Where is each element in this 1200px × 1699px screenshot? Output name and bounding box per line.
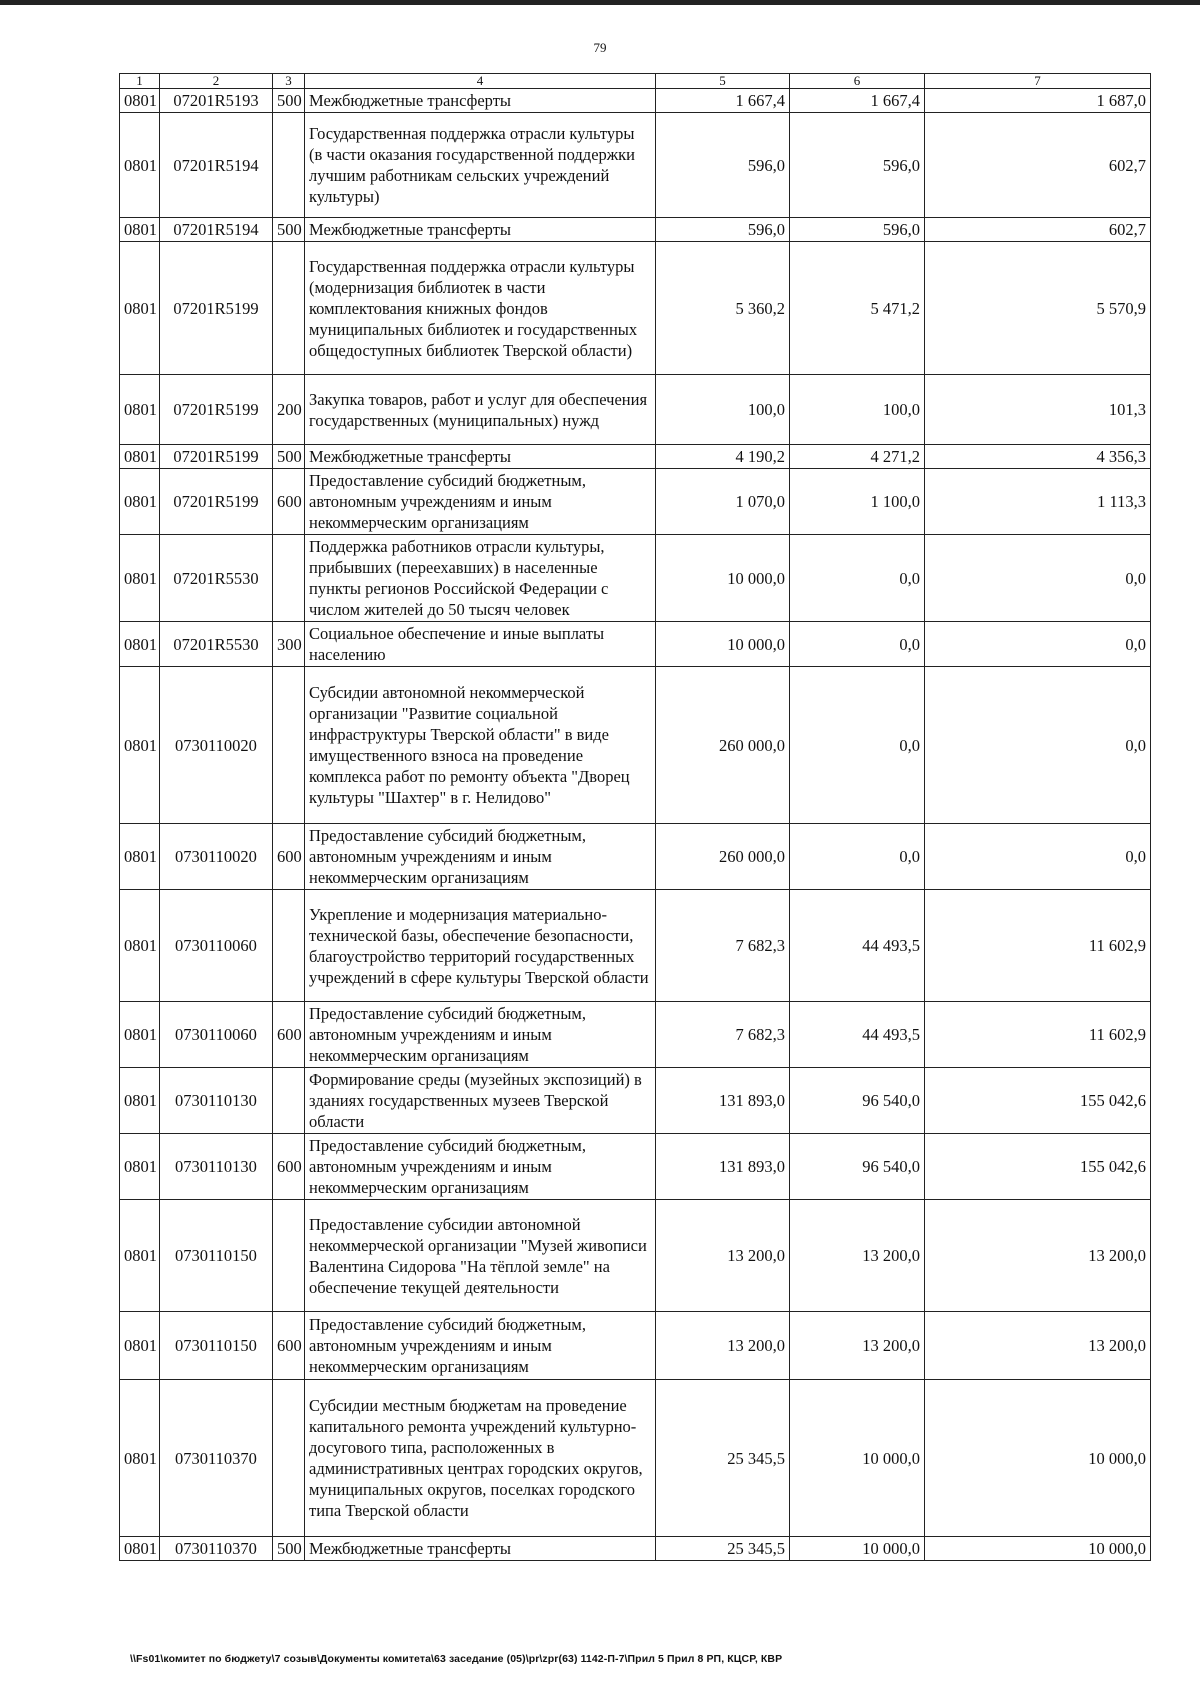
file-path-footer: \\Fs01\комитет по бюджету\7 созыв\Документы комитета\63 заседание (05)\pr\zpr(63) 1142-П-7\Прил 5 Прил 8 РП, КЦСР, КВР [130,1653,783,1665]
section-code-cell: 0801 [120,113,160,218]
amount-col5-cell: 1 667,4 [656,89,790,113]
expense-type-cell: 500 [273,89,305,113]
item-name-cell: Предоставление субсидии автономной некоммерческой организации "Музей живописи Валентина Сидорова "На тёплой земле" на обеспечение текущей деятельности [305,1200,656,1312]
amount-col6-cell: 1 667,4 [790,89,925,113]
column-number: 1 [120,74,160,89]
amount-col6-cell: 100,0 [790,375,925,445]
amount-col6-cell: 596,0 [790,113,925,218]
amount-col5-cell: 100,0 [656,375,790,445]
amount-col6-cell: 44 493,5 [790,1002,925,1068]
amount-col7-cell: 11 602,9 [925,890,1151,1002]
section-code-cell: 0801 [120,622,160,667]
amount-col7-cell: 10 000,0 [925,1380,1151,1537]
expense-type-cell: 600 [273,469,305,535]
expense-type-cell [273,1380,305,1537]
item-name-cell: Предоставление субсидий бюджетным, автономным учреждениям и иным некоммерческим организациям [305,824,656,890]
amount-col6-cell: 10 000,0 [790,1537,925,1561]
table-row [120,1134,1151,1200]
expense-type-cell [273,890,305,1002]
item-name-cell: Межбюджетные трансферты [305,1537,656,1561]
amount-col7-cell: 11 602,9 [925,1002,1151,1068]
item-name-cell: Субсидии автономной некоммерческой организации "Развитие социальной инфраструктуры Тверской области" в виде имущественного взноса на проведение комплекса работ по ремонту объекта "Дворец культуры "Шахтер" в г. Нелидово" [305,667,656,824]
page-number: 79 [593,40,607,55]
section-code-cell: 0801 [120,469,160,535]
top-border-line [0,0,1200,5]
section-code-cell: 0801 [120,1312,160,1380]
section-code-cell: 0801 [120,242,160,375]
expense-type-cell: 600 [273,824,305,890]
section-code-cell: 0801 [120,1537,160,1561]
target-article-cell: 07201R5193 [160,89,273,113]
amount-col5-cell: 596,0 [656,218,790,242]
amount-col5-cell: 260 000,0 [656,824,790,890]
amount-col7-cell: 155 042,6 [925,1134,1151,1200]
table-row [120,445,1151,469]
item-name-cell: Межбюджетные трансферты [305,89,656,113]
table-row [120,1312,1151,1380]
target-article-cell: 0730110020 [160,824,273,890]
section-code-cell: 0801 [120,890,160,1002]
item-name-cell: Предоставление субсидий бюджетным, автономным учреждениям и иным некоммерческим организациям [305,1134,656,1200]
section-code-cell: 0801 [120,375,160,445]
target-article-cell: 0730110060 [160,890,273,1002]
target-article-cell: 07201R5530 [160,535,273,622]
amount-col7-cell: 1 113,3 [925,469,1151,535]
target-article-cell: 07201R5199 [160,242,273,375]
target-article-cell: 07201R5194 [160,218,273,242]
amount-col5-cell: 260 000,0 [656,667,790,824]
amount-col6-cell: 0,0 [790,824,925,890]
amount-col6-cell: 10 000,0 [790,1380,925,1537]
target-article-cell: 0730110130 [160,1134,273,1200]
item-name-cell: Межбюджетные трансферты [305,218,656,242]
section-code-cell: 0801 [120,1068,160,1134]
amount-col5-cell: 13 200,0 [656,1200,790,1312]
budget-table [119,73,1151,1561]
target-article-cell: 0730110150 [160,1312,273,1380]
column-number: 3 [273,74,305,89]
item-name-cell: Укрепление и модернизация материально-технической базы, обеспечение безопасности, благоустройство территорий государственных учреждений в сфере культуры Тверской области [305,890,656,1002]
table-row [120,218,1151,242]
amount-col5-cell: 10 000,0 [656,535,790,622]
column-number: 4 [305,74,656,89]
amount-col5-cell: 7 682,3 [656,1002,790,1068]
target-article-cell: 07201R5194 [160,113,273,218]
section-code-cell: 0801 [120,535,160,622]
amount-col6-cell: 1 100,0 [790,469,925,535]
expense-type-cell [273,242,305,375]
table-row [120,1200,1151,1312]
amount-col5-cell: 25 345,5 [656,1380,790,1537]
amount-col7-cell: 0,0 [925,667,1151,824]
expense-type-cell: 500 [273,445,305,469]
section-code-cell: 0801 [120,1002,160,1068]
expense-type-cell: 200 [273,375,305,445]
item-name-cell: Закупка товаров, работ и услуг для обеспечения государственных (муниципальных) нужд [305,375,656,445]
expense-type-cell: 600 [273,1134,305,1200]
table-row [120,89,1151,113]
target-article-cell: 0730110150 [160,1200,273,1312]
item-name-cell: Предоставление субсидий бюджетным, автономным учреждениям и иным некоммерческим организациям [305,469,656,535]
section-code-cell: 0801 [120,1200,160,1312]
target-article-cell: 0730110130 [160,1068,273,1134]
amount-col6-cell: 96 540,0 [790,1068,925,1134]
amount-col7-cell: 13 200,0 [925,1312,1151,1380]
amount-col7-cell: 0,0 [925,535,1151,622]
target-article-cell: 0730110370 [160,1380,273,1537]
amount-col5-cell: 13 200,0 [656,1312,790,1380]
expense-type-cell: 600 [273,1002,305,1068]
item-name-cell: Предоставление субсидий бюджетным, автономным учреждениям и иным некоммерческим организациям [305,1002,656,1068]
amount-col7-cell: 10 000,0 [925,1537,1151,1561]
target-article-cell: 0730110370 [160,1537,273,1561]
target-article-cell: 07201R5530 [160,622,273,667]
expense-type-cell: 600 [273,1312,305,1380]
item-name-cell: Межбюджетные трансферты [305,445,656,469]
item-name-cell: Формирование среды (музейных экспозиций) в зданиях государственных музеев Тверской области [305,1068,656,1134]
amount-col7-cell: 602,7 [925,218,1151,242]
amount-col7-cell: 13 200,0 [925,1200,1151,1312]
item-name-cell: Предоставление субсидий бюджетным, автономным учреждениям и иным некоммерческим организациям [305,1312,656,1380]
table-row [120,242,1151,375]
expense-type-cell [273,1068,305,1134]
amount-col7-cell: 602,7 [925,113,1151,218]
expense-type-cell [273,535,305,622]
column-number: 7 [925,74,1151,89]
expense-type-cell: 300 [273,622,305,667]
section-code-cell: 0801 [120,824,160,890]
amount-col7-cell: 1 687,0 [925,89,1151,113]
column-number: 6 [790,74,925,89]
amount-col5-cell: 131 893,0 [656,1134,790,1200]
amount-col6-cell: 4 271,2 [790,445,925,469]
table-row [120,113,1151,218]
amount-col6-cell: 13 200,0 [790,1200,925,1312]
item-name-cell: Поддержка работников отрасли культуры, прибывших (переехавших) в населенные пункты регионов Российской Федерации с числом жителей до 50 тысяч человек [305,535,656,622]
table-row [120,667,1151,824]
amount-col6-cell: 5 471,2 [790,242,925,375]
table-row [120,1002,1151,1068]
amount-col5-cell: 4 190,2 [656,445,790,469]
column-number-row [120,74,1151,89]
amount-col7-cell: 101,3 [925,375,1151,445]
target-article-cell: 0730110060 [160,1002,273,1068]
amount-col5-cell: 7 682,3 [656,890,790,1002]
amount-col7-cell: 0,0 [925,622,1151,667]
section-code-cell: 0801 [120,89,160,113]
column-number: 5 [656,74,790,89]
amount-col5-cell: 10 000,0 [656,622,790,667]
expense-type-cell [273,667,305,824]
amount-col5-cell: 5 360,2 [656,242,790,375]
table-body [120,89,1151,1561]
table-row [120,824,1151,890]
amount-col5-cell: 25 345,5 [656,1537,790,1561]
table-row [120,1068,1151,1134]
item-name-cell: Субсидии местным бюджетам на проведение капитального ремонта учреждений культурно-досугового типа, расположенных в административных центрах городских округов, муниципальных округов, поселках городского типа Тверской области [305,1380,656,1537]
item-name-cell: Государственная поддержка отрасли культуры (модернизация библиотек в части комплектования книжных фондов муниципальных библиотек и государственных общедоступных библиотек Тверской области) [305,242,656,375]
section-code-cell: 0801 [120,1134,160,1200]
amount-col6-cell: 96 540,0 [790,1134,925,1200]
target-article-cell: 07201R5199 [160,375,273,445]
expense-type-cell [273,113,305,218]
section-code-cell: 0801 [120,445,160,469]
amount-col6-cell: 0,0 [790,535,925,622]
amount-col5-cell: 596,0 [656,113,790,218]
amount-col6-cell: 0,0 [790,667,925,824]
expense-type-cell: 500 [273,1537,305,1561]
target-article-cell: 07201R5199 [160,445,273,469]
amount-col5-cell: 131 893,0 [656,1068,790,1134]
amount-col7-cell: 0,0 [925,824,1151,890]
amount-col7-cell: 155 042,6 [925,1068,1151,1134]
amount-col6-cell: 0,0 [790,622,925,667]
table-row [120,1537,1151,1561]
section-code-cell: 0801 [120,1380,160,1537]
amount-col7-cell: 4 356,3 [925,445,1151,469]
target-article-cell: 07201R5199 [160,469,273,535]
amount-col7-cell: 5 570,9 [925,242,1151,375]
item-name-cell: Государственная поддержка отрасли культуры (в части оказания государственной поддержки лучшим работникам сельских учреждений культуры) [305,113,656,218]
item-name-cell: Социальное обеспечение и иные выплаты населению [305,622,656,667]
amount-col6-cell: 13 200,0 [790,1312,925,1380]
target-article-cell: 0730110020 [160,667,273,824]
section-code-cell: 0801 [120,667,160,824]
amount-col6-cell: 596,0 [790,218,925,242]
table-row [120,890,1151,1002]
table-row [120,1380,1151,1537]
section-code-cell: 0801 [120,218,160,242]
expense-type-cell [273,1200,305,1312]
table-row [120,622,1151,667]
table-row [120,469,1151,535]
expense-type-cell: 500 [273,218,305,242]
table-row [120,535,1151,622]
table-row [120,375,1151,445]
amount-col6-cell: 44 493,5 [790,890,925,1002]
column-number: 2 [160,74,273,89]
amount-col5-cell: 1 070,0 [656,469,790,535]
